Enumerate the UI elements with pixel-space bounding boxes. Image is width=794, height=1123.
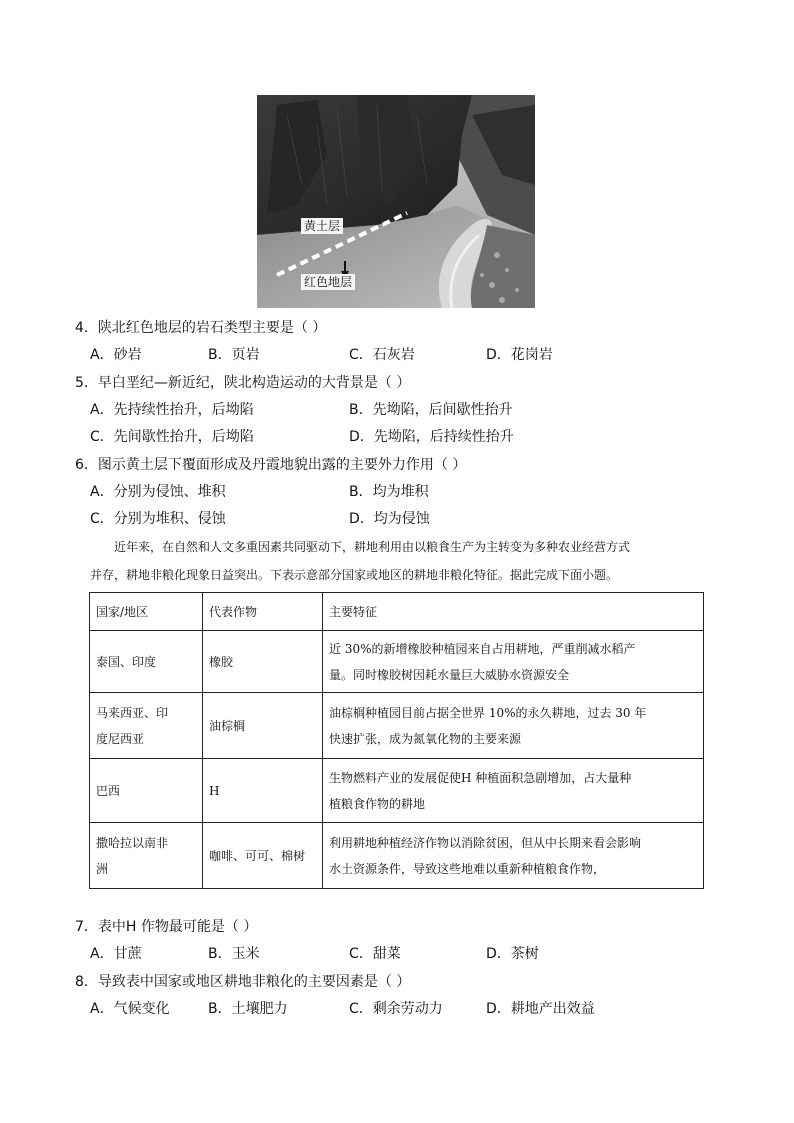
passage-line-1: 近年来，在自然和人文多重因素共同驱动下，耕地利用由以粮食生产为主转变为多种农业经营方式 xyxy=(114,540,631,554)
region-text: 撒哈拉以南非 xyxy=(96,835,169,850)
region-cell xyxy=(90,693,203,759)
crop-cell: 油棕榈 xyxy=(203,693,323,759)
q4-option-a: A．砂岩 xyxy=(90,347,142,363)
feature-text: 植粮食作物的耕地 xyxy=(329,796,426,811)
region-text: 洲 xyxy=(96,861,109,876)
landscape-photo xyxy=(257,95,535,308)
table-row xyxy=(90,631,704,693)
table-header-cell: 代表作物 xyxy=(203,593,323,631)
feature-cell xyxy=(323,823,704,889)
region-text: 巴西 xyxy=(96,783,121,798)
table-row xyxy=(90,693,704,759)
crop-cell: 咖啡、可可、棉树 xyxy=(203,823,323,889)
table-row xyxy=(90,823,704,889)
table-header-cell: 主要特征 xyxy=(323,593,704,631)
question-6-stem: 6．图示黄土层下覆面形成及丹霞地貌出露的主要外力作用（ ） xyxy=(75,457,467,473)
q4-option-b: B．页岩 xyxy=(208,347,260,363)
q6-option-a: A．分别为侵蚀、堆积 xyxy=(90,484,226,500)
table-header-cell: 国家/地区 xyxy=(90,593,203,631)
feature-cell xyxy=(323,693,704,759)
feature-cell xyxy=(323,631,704,693)
q6-option-d: D．均为侵蚀 xyxy=(349,511,430,527)
q7-option-a: A．甘蔗 xyxy=(90,946,142,962)
q5-option-b: B．先坳陷，后间歇性抬升 xyxy=(349,402,513,418)
q6-option-c: C．分别为堆积、侵蚀 xyxy=(90,511,226,527)
feature-text: 油棕榈种植园目前占据全世界 10%的永久耕地，过去 30 年 xyxy=(329,705,647,720)
q7-option-b: B．玉米 xyxy=(208,946,260,962)
q8-option-d: D．耕地产出效益 xyxy=(486,1001,595,1017)
q4-option-d: D．花岗岩 xyxy=(486,347,553,363)
farmland-feature-table xyxy=(89,592,704,889)
crop-cell: H xyxy=(203,759,323,823)
feature-cell xyxy=(323,759,704,823)
feature-text: 量。同时橡胶树因耗水量巨大威胁水资源安全 xyxy=(329,667,570,682)
region-cell xyxy=(90,823,203,889)
q8-option-b: B．土壤肥力 xyxy=(208,1001,288,1017)
q5-option-d: D．先坳陷，后持续性抬升 xyxy=(349,429,514,445)
passage-line-2: 并存，耕地非粮化现象日益突出。下表示意部分国家或地区的耕地非粮化特征。据此完成下面小题。 xyxy=(90,568,619,582)
feature-text: 近 30%的新增橡胶种植园来自占用耕地，严重削减水稻产 xyxy=(329,641,636,656)
q7-option-c: C．甜菜 xyxy=(349,946,401,962)
region-text: 度尼西亚 xyxy=(96,731,145,746)
q6-option-b: B．均为堆积 xyxy=(349,484,429,500)
question-7-stem: 7．表中H 作物最可能是（ ） xyxy=(75,919,258,935)
region-cell xyxy=(90,759,203,823)
feature-text: 利用耕地种植经济作物以消除贫困，但从中长期来看会影响 xyxy=(329,835,642,850)
photo-illustration xyxy=(257,95,535,308)
question-4-stem: 4．陕北红色地层的岩石类型主要是（ ） xyxy=(75,320,327,336)
q8-option-c: C．剩余劳动力 xyxy=(349,1001,443,1017)
question-5-stem: 5．早白垩纪—新近纪，陕北构造运动的大背景是（ ） xyxy=(75,375,411,391)
region-text: 马来西亚、印 xyxy=(96,705,169,720)
q5-option-a: A．先持续性抬升，后坳陷 xyxy=(90,402,254,418)
crop-cell: 橡胶 xyxy=(203,631,323,693)
q4-option-c: C．石灰岩 xyxy=(349,347,415,363)
region-text: 泰国、印度 xyxy=(96,654,157,669)
table-row xyxy=(90,759,704,823)
passage xyxy=(90,533,720,589)
question-8-stem: 8．导致表中国家或地区耕地非粮化的主要因素是（ ） xyxy=(75,974,411,990)
table-header-row xyxy=(90,593,704,631)
feature-text: 生物燃料产业的发展促使H 种植面积急剧增加，占大量种 xyxy=(329,770,632,785)
label-red-layer: 红色地层 xyxy=(301,274,355,290)
q5-option-c: C．先间歇性抬升，后坳陷 xyxy=(90,429,254,445)
label-loess-layer: 黄土层 xyxy=(301,218,343,234)
feature-text: 快速扩张，成为氮氧化物的主要来源 xyxy=(329,731,522,746)
region-cell xyxy=(90,631,203,693)
feature-text: 水土资源条件，导致这些地难以重新种植粮食作物， xyxy=(329,861,606,876)
q8-option-a: A．气候变化 xyxy=(90,1001,170,1017)
q7-option-d: D．茶树 xyxy=(486,946,539,962)
